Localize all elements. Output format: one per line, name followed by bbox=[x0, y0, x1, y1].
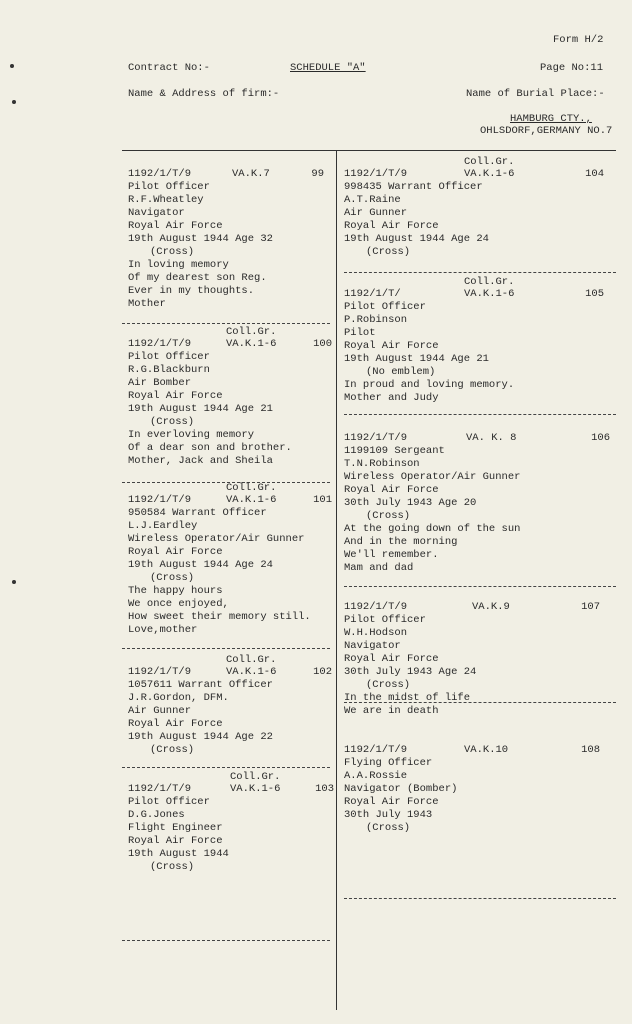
grave-entry bbox=[128, 654, 332, 757]
entry-line: Royal Air Force bbox=[344, 484, 439, 496]
emblem-line: (Cross) bbox=[366, 510, 411, 522]
grave-number: 106 bbox=[591, 432, 610, 444]
grave-number: 101 bbox=[313, 494, 332, 506]
grave-reference: 1192/1/T/9 bbox=[344, 432, 408, 444]
grave-entry bbox=[128, 168, 324, 311]
grave-section: VA.K.1-6 bbox=[230, 783, 281, 795]
collective-grave-label: Coll.Gr. bbox=[226, 326, 277, 338]
entry-line: 19th August 1944 bbox=[128, 848, 229, 860]
inscription-line: In proud and loving memory. bbox=[344, 379, 515, 391]
grave-entry bbox=[344, 276, 604, 405]
entry-line: J.R.Gordon, DFM. bbox=[128, 692, 229, 704]
entry-line: Air Bomber bbox=[128, 377, 192, 389]
emblem-line: (Cross) bbox=[366, 679, 411, 691]
entry-separator bbox=[344, 898, 616, 899]
collective-grave-label: Coll.Gr. bbox=[464, 156, 515, 168]
entry-line: Pilot Officer bbox=[128, 351, 210, 363]
inscription-line: Of a dear son and brother. bbox=[128, 442, 292, 454]
grave-reference: 1192/1/T/9 bbox=[344, 744, 408, 756]
grave-entry bbox=[344, 744, 600, 835]
emblem-line: (Cross) bbox=[150, 572, 195, 584]
grave-reference: 1192/1/T/9 bbox=[128, 338, 192, 350]
binder-hole-mark bbox=[10, 64, 14, 68]
entry-line: Royal Air Force bbox=[128, 718, 223, 730]
entry-line: Navigator (Bomber) bbox=[344, 783, 458, 795]
schedule-title: SCHEDULE "A" bbox=[290, 62, 366, 74]
inscription-line: We are in death bbox=[344, 705, 439, 717]
entry-line: Royal Air Force bbox=[344, 653, 439, 665]
entry-line: Wireless Operator/Air Gunner bbox=[128, 533, 305, 545]
inscription-line: Mam and dad bbox=[344, 562, 414, 574]
entry-line: Pilot Officer bbox=[344, 301, 426, 313]
entry-line: Royal Air Force bbox=[128, 390, 223, 402]
inscription-line: We once enjoyed, bbox=[128, 598, 229, 610]
entry-line: A.T.Raine bbox=[344, 194, 401, 206]
inscription-line: In the midst of life bbox=[344, 692, 471, 704]
page-number: Page No:11 bbox=[540, 62, 604, 74]
emblem-line: (Cross) bbox=[366, 822, 411, 834]
grave-reference: 1192/1/T/9 bbox=[344, 168, 408, 180]
entry-line: R.F.Wheatley bbox=[128, 194, 204, 206]
entry-line: P.Robinson bbox=[344, 314, 408, 326]
collective-grave-label: Coll.Gr. bbox=[226, 654, 277, 666]
grave-section: VA.K.10 bbox=[464, 744, 509, 756]
inscription-line: Ever in my thoughts. bbox=[128, 285, 255, 297]
collective-grave-label: Coll.Gr. bbox=[226, 482, 277, 494]
binder-hole-mark bbox=[12, 580, 16, 584]
burial-place-line1: HAMBURG CTY., bbox=[510, 113, 592, 125]
form-number: Form H/2 bbox=[553, 34, 604, 46]
entry-line: Royal Air Force bbox=[344, 796, 439, 808]
inscription-line: Mother and Judy bbox=[344, 392, 439, 404]
entry-separator bbox=[122, 648, 330, 649]
entry-line: L.J.Eardley bbox=[128, 520, 198, 532]
entry-line: R.G.Blackburn bbox=[128, 364, 210, 376]
grave-reference: 1192/1/T/9 bbox=[344, 601, 408, 613]
grave-section: VA.K.1-6 bbox=[464, 288, 515, 300]
grave-number: 102 bbox=[313, 666, 332, 678]
entry-separator bbox=[122, 767, 330, 768]
entry-line: Air Gunner bbox=[344, 207, 408, 219]
entry-line: Flying Officer bbox=[344, 757, 433, 769]
entry-line: 1057611 Warrant Officer bbox=[128, 679, 273, 691]
collective-grave-label: Coll.Gr. bbox=[464, 276, 515, 288]
grave-reference: 1192/1/T/9 bbox=[128, 494, 192, 506]
inscription-line: Mother bbox=[128, 298, 166, 310]
grave-entry bbox=[128, 326, 332, 468]
entry-separator bbox=[344, 272, 616, 273]
entry-line: Royal Air Force bbox=[128, 546, 223, 558]
grave-number: 104 bbox=[585, 168, 604, 180]
entry-line: Royal Air Force bbox=[344, 340, 439, 352]
entry-line: 998435 Warrant Officer bbox=[344, 181, 483, 193]
grave-reference: 1192/1/T/9 bbox=[128, 783, 192, 795]
entry-line: D.G.Jones bbox=[128, 809, 185, 821]
entry-line: Royal Air Force bbox=[344, 220, 439, 232]
firm-label: Name & Address of firm:- bbox=[128, 88, 280, 100]
entry-line: Pilot Officer bbox=[128, 796, 210, 808]
top-rule bbox=[122, 150, 616, 151]
entry-line: 30th July 1943 bbox=[344, 809, 433, 821]
grave-section: VA. K. 8 bbox=[466, 432, 517, 444]
binder-hole-mark bbox=[12, 100, 16, 104]
grave-number: 107 bbox=[581, 601, 600, 613]
entry-line: 19th August 1944 Age 22 bbox=[128, 731, 273, 743]
emblem-line: (Cross) bbox=[150, 744, 195, 756]
entry-line: 30th July 1943 Age 24 bbox=[344, 666, 477, 678]
entry-line: 19th August 1944 Age 21 bbox=[344, 353, 489, 365]
emblem-line: (Cross) bbox=[150, 246, 195, 258]
inscription-line: Of my dearest son Reg. bbox=[128, 272, 267, 284]
grave-reference: 1192/1/T/9 bbox=[128, 666, 192, 678]
entry-line: A.A.Rossie bbox=[344, 770, 408, 782]
inscription-line: We'll remember. bbox=[344, 549, 439, 561]
grave-entry bbox=[128, 482, 332, 637]
entry-line: Royal Air Force bbox=[128, 835, 223, 847]
grave-reference: 1192/1/T/9 bbox=[128, 168, 192, 180]
burial-place-line2: OHLSDORF,GERMANY NO.7 bbox=[480, 125, 613, 137]
grave-entry bbox=[344, 156, 604, 259]
inscription-line: Mother, Jack and Sheila bbox=[128, 455, 273, 467]
contract-number-label: Contract No:- bbox=[128, 62, 210, 74]
entry-line: 30th July 1943 Age 20 bbox=[344, 497, 477, 509]
entry-line: Flight Engineer bbox=[128, 822, 223, 834]
entry-line: Royal Air Force bbox=[128, 220, 223, 232]
entry-separator bbox=[344, 414, 616, 415]
grave-number: 108 bbox=[581, 744, 600, 756]
entry-line: Air Gunner bbox=[128, 705, 192, 717]
grave-entry bbox=[128, 771, 334, 874]
entry-line: T.N.Robinson bbox=[344, 458, 420, 470]
emblem-line: (Cross) bbox=[366, 246, 411, 258]
entry-line: 1199109 Sergeant bbox=[344, 445, 445, 457]
grave-entry bbox=[344, 432, 610, 575]
inscription-line: In everloving memory bbox=[128, 429, 255, 441]
entry-line: Navigator bbox=[128, 207, 185, 219]
inscription-line: At the going down of the sun bbox=[344, 523, 521, 535]
entry-line: Wireless Operator/Air Gunner bbox=[344, 471, 521, 483]
burial-place-label: Name of Burial Place:- bbox=[466, 88, 605, 100]
grave-section: VA.K.1-6 bbox=[226, 494, 277, 506]
emblem-line: (Cross) bbox=[150, 416, 195, 428]
inscription-line: And in the morning bbox=[344, 536, 458, 548]
inscription-line: In loving memory bbox=[128, 259, 229, 271]
entry-line: 19th August 1944 Age 24 bbox=[128, 559, 273, 571]
grave-section: VA.K.9 bbox=[472, 601, 510, 613]
inscription-line: Love,mother bbox=[128, 624, 198, 636]
entry-separator bbox=[122, 940, 330, 941]
entry-line: Pilot Officer bbox=[344, 614, 426, 626]
entry-separator bbox=[122, 323, 330, 324]
entry-line: Navigator bbox=[344, 640, 401, 652]
grave-entry bbox=[344, 601, 600, 718]
grave-section: VA.K.1-6 bbox=[464, 168, 515, 180]
emblem-line: (No emblem) bbox=[366, 366, 436, 378]
entry-line: 950584 Warrant Officer bbox=[128, 507, 267, 519]
entry-separator bbox=[344, 586, 616, 587]
grave-number: 99 bbox=[311, 168, 324, 180]
column-divider bbox=[336, 150, 337, 1010]
grave-number: 105 bbox=[585, 288, 604, 300]
entry-line: Pilot Officer bbox=[128, 181, 210, 193]
grave-reference: 1192/1/T/ bbox=[344, 288, 401, 300]
emblem-line: (Cross) bbox=[150, 861, 195, 873]
grave-section: VA.K.1-6 bbox=[226, 338, 277, 350]
inscription-line: How sweet their memory still. bbox=[128, 611, 311, 623]
grave-section: VA.K.7 bbox=[232, 168, 270, 180]
grave-number: 103 bbox=[315, 783, 334, 795]
entry-line: Pilot bbox=[344, 327, 376, 339]
grave-section: VA.K.1-6 bbox=[226, 666, 277, 678]
inscription-line: The happy hours bbox=[128, 585, 223, 597]
collective-grave-label: Coll.Gr. bbox=[230, 771, 281, 783]
grave-number: 100 bbox=[313, 338, 332, 350]
entry-line: 19th August 1944 Age 24 bbox=[344, 233, 489, 245]
entry-line: W.H.Hodson bbox=[344, 627, 408, 639]
entry-line: 19th August 1944 Age 21 bbox=[128, 403, 273, 415]
entry-line: 19th August 1944 Age 32 bbox=[128, 233, 273, 245]
